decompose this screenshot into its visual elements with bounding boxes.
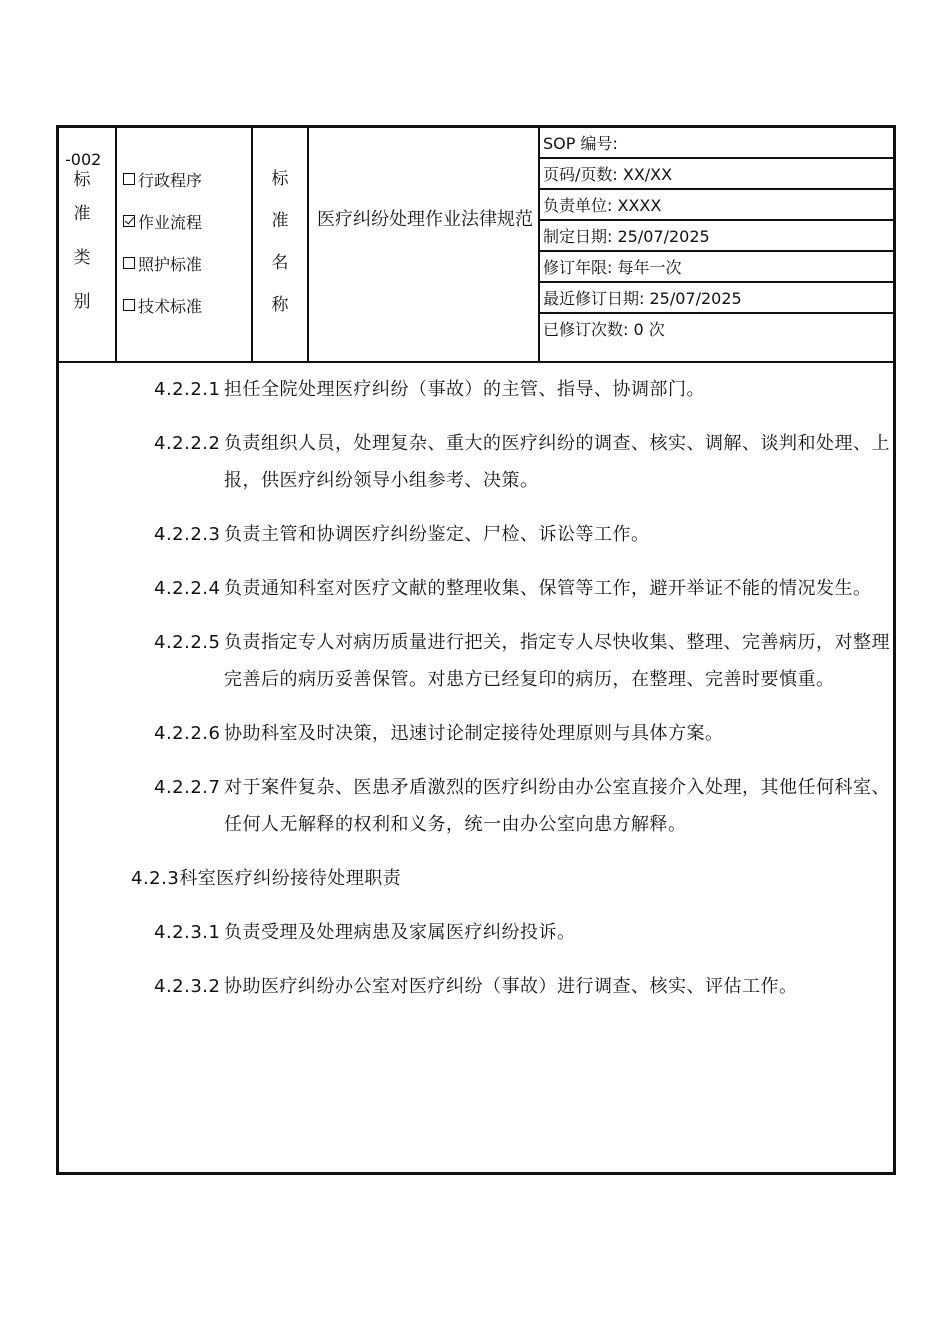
page-count: 页码/页数: XX/XX	[540, 159, 893, 190]
list-item	[59, 516, 893, 553]
list-item	[59, 769, 893, 843]
item-text: 协助科室及时决策，迅速讨论制定接待处理原则与具体方案。	[224, 723, 724, 744]
category-label-char: 标	[73, 170, 91, 190]
item-text: 对于案件复杂、医患矛盾激烈的医疗纠纷由办公室直接介入处理，其他任何科室、任何人无解释的权利和义务，统一由办公室向患方解释。	[224, 777, 890, 835]
item-text: 负责主管和协调医疗纠纷鉴定、尸检、诉讼等工作。	[224, 524, 650, 545]
checkbox-unchecked-icon[interactable]	[123, 299, 135, 311]
list-item	[59, 371, 893, 408]
document-body	[59, 371, 893, 1005]
divider	[115, 128, 117, 361]
category-label-char: 准	[73, 204, 91, 224]
name-label-char: 称	[271, 295, 289, 315]
document-title: 医疗纠纷处理作业法律规范	[317, 209, 533, 230]
category-option[interactable]	[123, 284, 202, 326]
item-number: 4.2.2.2	[154, 433, 221, 454]
item-number: 4.2.3.2	[154, 976, 221, 997]
sop-document-frame	[56, 125, 896, 1175]
revision-count: 已修订次数: 0 次	[543, 320, 665, 339]
list-item	[59, 914, 893, 951]
category-option-label: 行政程序	[138, 170, 203, 190]
name-label	[265, 158, 295, 326]
section-heading-text	[59, 860, 891, 897]
section-number: 4.2.3	[131, 868, 180, 889]
category-option[interactable]	[123, 158, 202, 200]
item-number: 4.2.2.6	[154, 723, 221, 744]
checkbox-checked-icon[interactable]	[123, 215, 135, 227]
name-label-char: 准	[271, 211, 289, 231]
created-date: 制定日期: 25/07/2025	[540, 221, 893, 252]
responsible-unit: 负责单位: XXXX	[540, 190, 893, 221]
item-number: 4.2.2.7	[154, 777, 221, 798]
list-item	[59, 968, 893, 1005]
sop-header	[59, 128, 893, 363]
item-number: 4.2.2.1	[154, 379, 221, 400]
category-option-label: 技术标准	[138, 296, 203, 316]
category-column	[59, 128, 115, 361]
item-text: 负责组织人员，处理复杂、重大的医疗纠纷的调查、核实、调解、谈判和处理、上报，供医疗纠纷领导小组参考、决策。	[224, 433, 890, 491]
list-item	[59, 570, 893, 607]
item-text: 协助医疗纠纷办公室对医疗纠纷（事故）进行调查、核实、评估工作。	[224, 976, 798, 997]
category-label	[67, 168, 97, 324]
item-text: 担任全院处理医疗纠纷（事故）的主管、指导、协调部门。	[224, 379, 705, 400]
category-option-label: 照护标准	[138, 254, 203, 274]
list-item	[59, 715, 893, 752]
name-label-char: 名	[271, 253, 289, 273]
item-text: 负责受理及处理病患及家属医疗纠纷投诉。	[224, 922, 576, 943]
list-item	[59, 425, 893, 499]
category-option[interactable]	[123, 242, 202, 284]
sop-info-table	[540, 128, 893, 345]
category-label-char: 类	[73, 248, 91, 268]
document-code: -002	[65, 150, 102, 169]
section-heading	[59, 860, 893, 897]
section-title: 科室医疗纠纷接待处理职责	[179, 868, 402, 889]
category-label-char: 别	[73, 292, 91, 312]
item-number: 4.2.2.4	[154, 578, 221, 599]
item-text: 负责通知科室对医疗文献的整理收集、保管等工作，避开举证不能的情况发生。	[224, 578, 872, 599]
divider	[251, 128, 253, 361]
item-text: 负责指定专人对病历质量进行把关，指定专人尽快收集、整理、完善病历，对整理完善后的病历妥善保管。对患方已经复印的病历，在整理、完善时要慎重。	[224, 632, 890, 690]
item-number: 4.2.2.5	[154, 632, 221, 653]
revision-period: 修订年限: 每年一次	[540, 252, 893, 283]
name-label-char: 标	[271, 169, 289, 189]
sop-number: SOP 编号:	[540, 128, 893, 159]
checkbox-unchecked-icon[interactable]	[123, 257, 135, 269]
category-option-label: 作业流程	[138, 212, 203, 232]
checkbox-unchecked-icon[interactable]	[123, 173, 135, 185]
list-item	[59, 624, 893, 698]
last-revised-date: 最近修订日期: 25/07/2025	[540, 283, 893, 314]
category-checkbox-list	[123, 158, 202, 326]
item-number: 4.2.3.1	[154, 922, 221, 943]
category-option[interactable]	[123, 200, 202, 242]
divider	[307, 128, 309, 361]
item-number: 4.2.2.3	[154, 524, 221, 545]
